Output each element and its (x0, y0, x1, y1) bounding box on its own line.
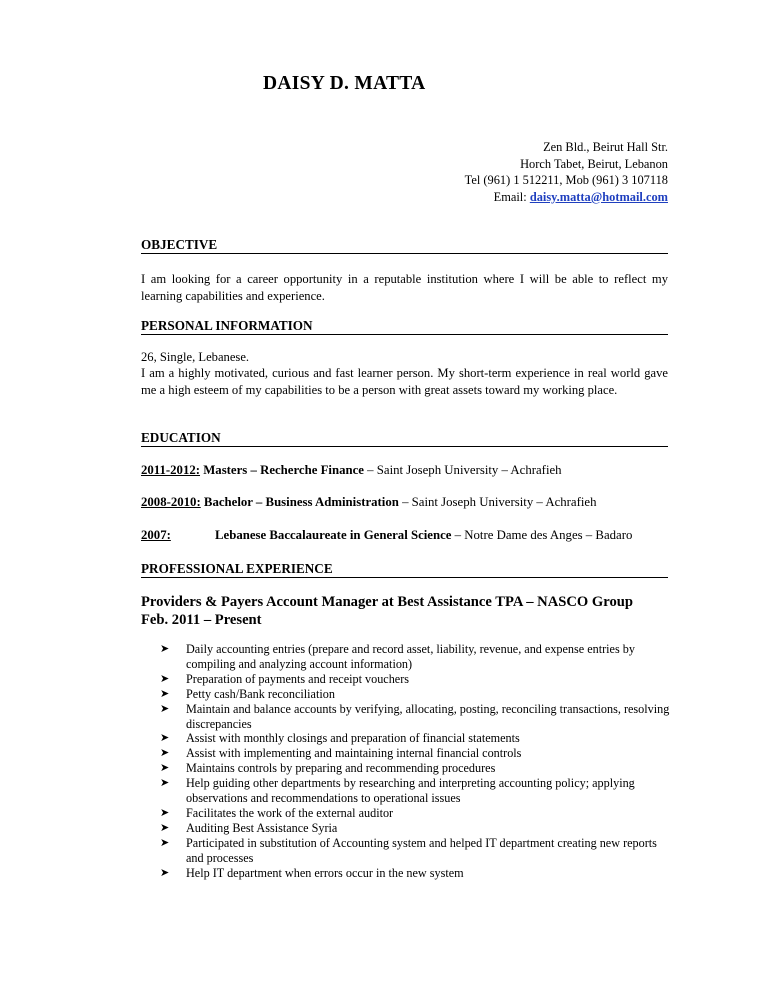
contact-block (465, 139, 668, 205)
duty-text: Assist with monthly closings and preparation of financial statements (186, 731, 520, 746)
arrow-bullet-icon: ➤ (160, 777, 170, 790)
list-item (160, 761, 670, 776)
address-line-1: Zen Bld., Beirut Hall Str. (543, 140, 668, 154)
arrow-bullet-icon: ➤ (160, 732, 170, 745)
personal-info-text: I am a highly motivated, curious and fast learner person. My short-term experience in real world gave me a high esteem of my capabilities to be a person with great assets toward my working place. (141, 366, 668, 397)
list-item (160, 672, 670, 687)
education-school: – Saint Joseph University – Achrafieh (363, 463, 562, 477)
duty-text: Daily accounting entries (prepare and record asset, liability, revenue, and expense entries by compiling and analyzing account information) (186, 642, 635, 671)
duty-text: Preparation of payments and receipt vouchers (186, 671, 410, 686)
experience-heading: PROFESSIONAL EXPERIENCE (141, 561, 668, 578)
education-years: 2007: (141, 528, 171, 542)
list-item (160, 866, 670, 881)
arrow-bullet-icon: ➤ (160, 672, 170, 685)
personal-info-line: 26, Single, Lebanese. (141, 350, 250, 364)
education-entry (141, 527, 681, 543)
duties-list (160, 642, 670, 881)
education-degree: Lebanese Baccalaureate in General Science (215, 528, 452, 542)
list-item (160, 731, 670, 746)
education-school: – Saint Joseph University – Achrafieh (398, 495, 597, 509)
candidate-name: DAISY D. MATTA (263, 73, 426, 94)
list-item (160, 702, 670, 732)
job-dates: Feb. 2011 – Present (141, 612, 262, 628)
arrow-bullet-icon: ➤ (160, 702, 170, 715)
education-degree: Masters – Recherche Finance (203, 463, 364, 477)
duty-text: Maintain and balance accounts by verifying, allocating, posting, reconciling transactions, resolving discrepancies (186, 701, 670, 731)
personal-info-heading: PERSONAL INFORMATION (141, 318, 668, 335)
objective-text: I am looking for a career opportunity in a reputable institution where I will be able to reflect my learning capabilities and experience. (141, 272, 668, 303)
duty-text: Auditing Best Assistance Syria (186, 820, 338, 835)
arrow-bullet-icon: ➤ (160, 806, 170, 819)
arrow-bullet-icon: ➤ (160, 836, 170, 849)
phone-numbers: Tel (961) 1 512211, Mob (961) 3 107118 (464, 173, 668, 187)
duty-text: Facilitates the work of the external auditor (186, 805, 394, 820)
list-item (160, 836, 670, 866)
arrow-bullet-icon: ➤ (160, 821, 170, 834)
education-years: 2008-2010: (141, 495, 201, 509)
list-item (160, 776, 670, 806)
arrow-bullet-icon: ➤ (160, 747, 170, 760)
email-label: Email: (493, 189, 527, 204)
duty-text: Participated in substitution of Accounting system and helped IT department creating new reports and processes (186, 835, 657, 865)
education-heading: EDUCATION (141, 430, 668, 447)
email-link[interactable]: daisy.matta@hotmail.com (529, 189, 668, 204)
education-entry (141, 494, 681, 510)
arrow-bullet-icon: ➤ (160, 762, 170, 775)
address-line-2: Horch Tabet, Beirut, Lebanon (520, 156, 668, 171)
list-item (160, 821, 670, 836)
list-item (160, 746, 670, 761)
duty-text: Assist with implementing and maintaining internal financial controls (186, 746, 522, 761)
list-item (160, 642, 670, 672)
job-title-text: Providers & Payers Account Manager at Best Assistance TPA – NASCO Group (141, 594, 633, 610)
duty-text: Help IT department when errors occur in the new system (186, 865, 464, 880)
education-entry (141, 462, 681, 478)
education-years: 2011-2012: (141, 463, 201, 477)
job-title (141, 593, 668, 629)
duty-text: Petty cash/Bank reconciliation (186, 686, 335, 701)
duty-text: Maintains controls by preparing and recommending procedures (186, 761, 496, 776)
duty-text: Help guiding other departments by researching and interpreting accounting policy; applying observations and recommendations to operational issues (186, 776, 635, 806)
arrow-bullet-icon: ➤ (160, 866, 170, 879)
objective-heading: OBJECTIVE (141, 237, 668, 254)
education-degree: Bachelor – Business Administration (203, 495, 399, 509)
arrow-bullet-icon: ➤ (160, 643, 170, 655)
arrow-bullet-icon: ➤ (160, 687, 170, 700)
email-line (465, 189, 668, 206)
list-item (160, 806, 670, 821)
education-school: – Notre Dame des Anges – Badaro (451, 528, 633, 542)
list-item (160, 687, 670, 702)
